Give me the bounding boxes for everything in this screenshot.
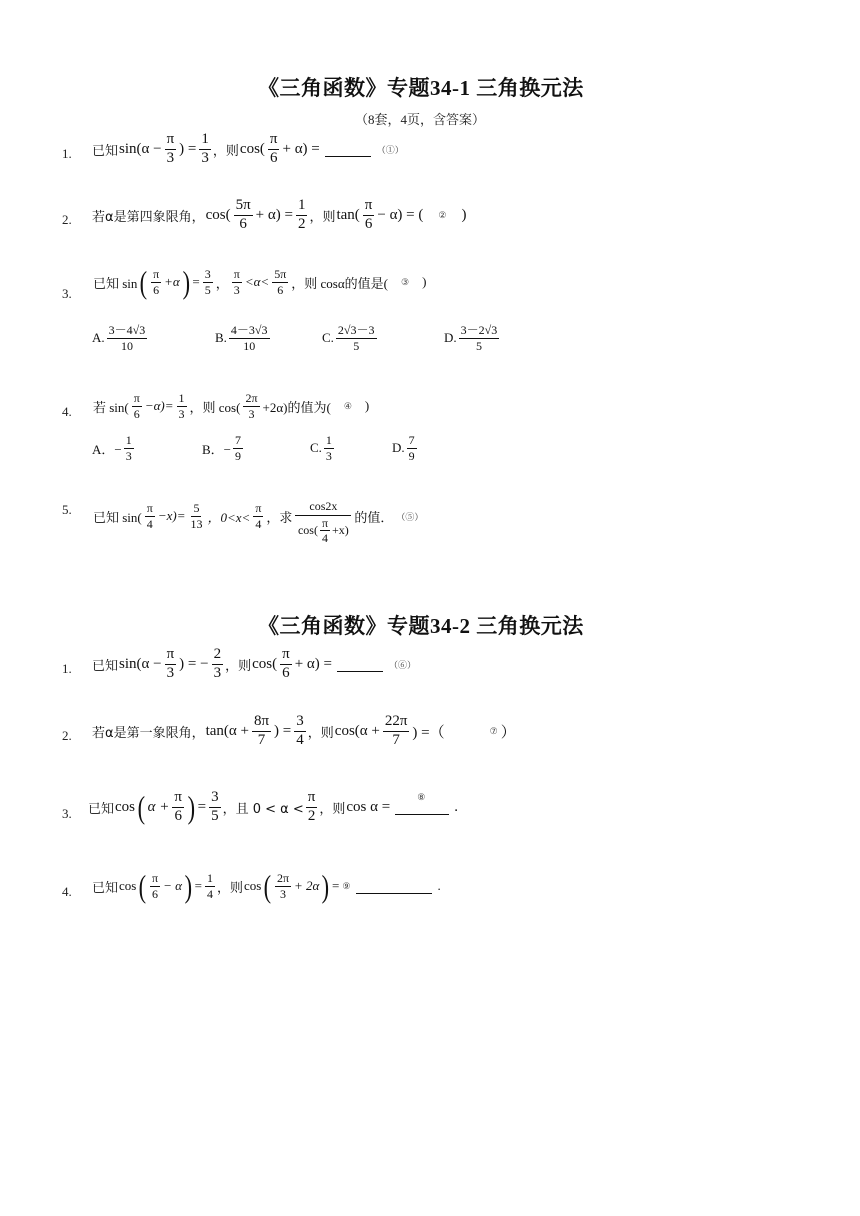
question-1-5: 已知 sin( $\frac{\pi}{4}$ −x)= $\frac{5}{13}$ ，0<x< $\frac{\pi}{4}$ ，求 cos2x cos( $\frac{\pi}{4}$ +x) 的值． （⑤）	[93, 499, 424, 546]
option-d[interactable]: D. $\frac{3-2√3}{5}$	[444, 323, 498, 353]
fraction: $\frac{\pi}{4}$	[255, 501, 262, 531]
fraction: $\frac{1}{3}$	[201, 131, 209, 166]
option-d[interactable]: D. $\frac{7}{9}$	[392, 433, 415, 463]
question-2-3: 已知 cos ( α + $\frac{\pi}{6}$ ) = $\frac{3}{5}$ ，且 0 < α < $\frac{\pi}{2}$ ，则 cos α = ⑧ .	[88, 789, 458, 826]
question-number: 5.	[62, 502, 72, 517]
question-1-1: 已知 sin(α − $\frac{\pi}{3}$ ) = $\frac{1}{3}$ ，则 cos( $\frac{\pi}{6}$ + α) = （①）	[92, 131, 404, 166]
compound-fraction: cos2x cos( $\frac{\pi}{4}$ +x)	[295, 500, 351, 545]
footnote-marker: ⑧	[417, 791, 426, 802]
footnote-marker: ⑨	[342, 880, 351, 891]
fraction: $\frac{2}{3}$	[213, 646, 222, 681]
fraction: $\frac{\pi}{6}$	[153, 266, 160, 297]
answer-blank[interactable]	[395, 791, 449, 815]
fraction: $\frac{3}{5}$	[211, 789, 219, 824]
question-2-1: 已知 sin(α − $\frac{\pi}{3}$ ) = − $\frac{2}{3}$ ，则 cos( $\frac{\pi}{6}$ + α) = （⑥）	[92, 646, 416, 681]
fraction: $\frac{\pi}{6}$	[364, 197, 373, 232]
option-c[interactable]: C. $\frac{1}{3}$	[310, 433, 332, 463]
footnote-marker: ⑦	[489, 725, 498, 736]
question-number: 2.	[62, 728, 72, 743]
question-2-2: 若α是第一象限角， tan(α + $\frac{8\pi}{7}$ ) = $\frac{3}{4}$ ，则 cos(α + $\frac{22\pi}{7}$ ) =（ ⑦ ）	[92, 713, 516, 748]
question-number: 1.	[62, 661, 72, 676]
fraction: $\frac{3}{4}$	[296, 713, 304, 748]
section1-title: 《三角函数》专题34-1 三角换元法	[258, 76, 584, 100]
question-number: 2.	[62, 212, 72, 227]
option-b[interactable]: B．− $\frac{7}{9}$	[202, 433, 242, 463]
fraction: $\frac{\pi}{6}$	[269, 131, 278, 166]
question-number: 4.	[62, 884, 72, 899]
fraction: $\frac{8\pi}{7}$	[253, 713, 270, 748]
fraction: $\frac{2\pi}{3}$	[245, 391, 258, 421]
question-number: 3.	[62, 286, 72, 301]
fraction: $\frac{2\pi}{3}$	[276, 870, 290, 901]
question-2-4: 已知 cos ( $\frac{\pi}{6}$ − α ) = $\frac{1}{4}$ ，则 cos ( $\frac{2\pi}{3}$ + 2α ) = ⑨ .	[92, 868, 441, 904]
fraction: $\frac{1}{2}$	[297, 197, 306, 232]
answer-blank[interactable]	[337, 657, 383, 672]
question-number: 4.	[62, 404, 72, 419]
fraction: $\frac{1}{3}$	[178, 391, 185, 421]
option-b[interactable]: B. $\frac{4-3√3}{10}$	[215, 323, 268, 353]
fraction: $\frac{\pi}{6}$	[133, 391, 140, 421]
footnote-marker: （⑥）	[388, 659, 416, 670]
fraction: $\frac{\pi}{3}$	[166, 131, 175, 166]
fraction: $\frac{\pi}{3}$	[233, 266, 240, 297]
section1-subtitle: （8套，4页，含答案）	[355, 112, 486, 127]
fraction: $\frac{\pi}{2}$	[307, 789, 316, 824]
section2-title: 《三角函数》专题34-2 三角换元法	[258, 614, 584, 638]
question-1-2: 若α是第四象限角， cos( $\frac{5\pi}{6}$ + α) = $\frac{1}{2}$ ，则 tan( $\frac{\pi}{6}$ − α) = ( ② )	[92, 197, 467, 232]
fraction: $\frac{22\pi}{7}$	[384, 713, 408, 748]
option-a[interactable]: A. $\frac{3-4√3}{10}$	[92, 323, 146, 353]
footnote-marker: ③	[401, 276, 410, 287]
fraction: $\frac{3}{5}$	[204, 266, 211, 297]
footnote-marker: ④	[343, 400, 352, 411]
fraction: $\frac{\pi}{3}$	[166, 646, 175, 681]
fraction: $\frac{\pi}{6}$	[282, 646, 290, 681]
answer-blank[interactable]	[356, 879, 432, 894]
question-number: 3.	[62, 806, 72, 821]
fraction: $\frac{\pi}{6}$	[152, 870, 159, 901]
question-text: 已知	[92, 143, 119, 159]
fraction: $\frac{5}{13}$	[190, 501, 203, 531]
answer-blank[interactable]	[325, 142, 371, 157]
fraction: $\frac{\pi}{6}$	[174, 789, 182, 824]
option-a[interactable]: A．− $\frac{1}{3}$	[92, 433, 132, 463]
fraction: $\frac{5\pi}{6}$	[235, 197, 251, 232]
footnote-marker: ②	[438, 209, 447, 220]
footnote-marker: （⑤）	[396, 511, 424, 522]
question-number: 1.	[62, 146, 72, 161]
footnote-marker: （①）	[376, 144, 404, 155]
question-1-4: 若 sin( $\frac{\pi}{6}$ −α)= $\frac{1}{3}$ ，则 cos( $\frac{2\pi}{3}$ +2α)的值为( ④ )	[93, 391, 370, 421]
fraction: $\frac{5\pi}{6}$	[274, 266, 287, 297]
option-c[interactable]: C. $\frac{2√3-3}{5}$	[322, 323, 375, 353]
fraction: $\frac{1}{4}$	[206, 870, 213, 901]
question-1-3: 已知 sin ( $\frac{\pi}{6}$ +α ) = $\frac{3}{5}$ ， $\frac{\pi}{3}$ <α< $\frac{5\pi}{6}$ ，则 cosα的值是( ③ )	[93, 264, 427, 300]
fraction: $\frac{\pi}{4}$	[146, 501, 153, 531]
